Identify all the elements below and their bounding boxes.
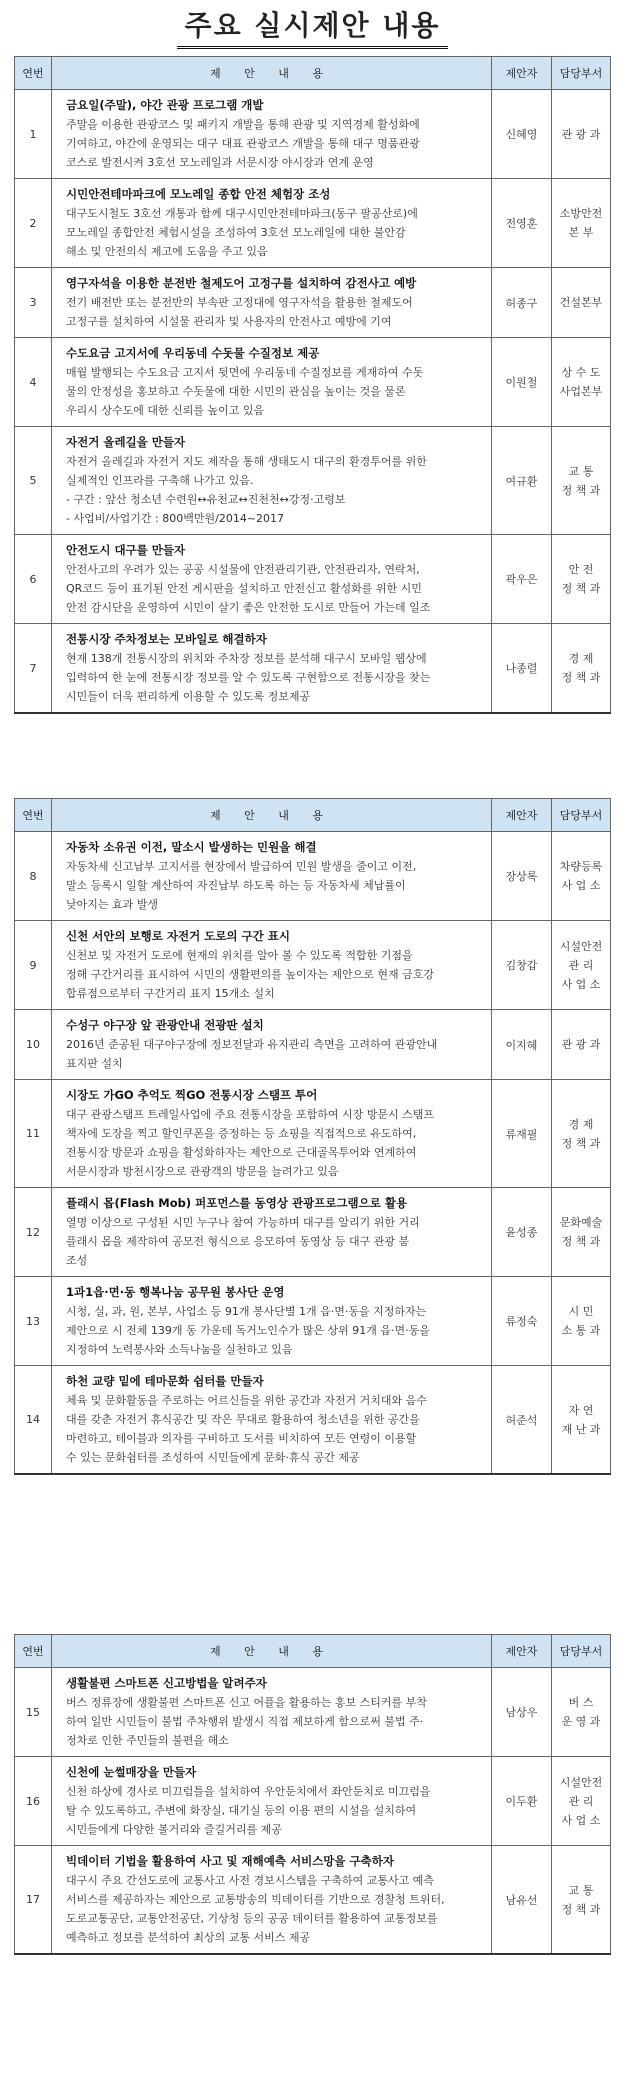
proposal-content — [52, 1080, 492, 1188]
department — [552, 1010, 611, 1080]
department-line: 관 광 과 — [561, 1038, 601, 1051]
department-line: 사 업 소 — [561, 977, 601, 991]
department-line: 교 통 — [568, 464, 594, 478]
proposer-name: 장상록 — [492, 832, 552, 921]
proposal-body-line: 자동차세 신고납부 고지서를 현장에서 발급하여 민원 발생을 줄이고 이전, — [66, 860, 417, 873]
table-row — [15, 832, 611, 921]
row-number: 9 — [15, 921, 52, 1010]
department-line: 본 부 — [568, 226, 594, 239]
header-dept: 담당부서 — [552, 57, 611, 90]
department-line: 시설안전 — [559, 939, 603, 953]
proposer-name: 남유선 — [492, 1846, 552, 1955]
proposal-content — [52, 1010, 492, 1080]
proposal-title: 안전도시 대구를 만들자 — [66, 543, 186, 557]
proposal-body-line: 안전사고의 우려가 있는 공공 시설물에 안전관리기관, 안전관리자, 연락처, — [66, 563, 420, 576]
table-row — [15, 1188, 611, 1277]
department-line: 관 광 과 — [561, 127, 601, 141]
proposal-body-line: 마련하고, 테이블과 의자를 구비하고 도서를 비치하여 모든 연령이 이용할 — [66, 1432, 417, 1445]
proposal-body-line: 대구도시철도 3호선 개통과 함께 대구시민안전테마파크(동구 팔공산로)에 — [66, 207, 418, 220]
proposal-body-line: 매월 발행되는 수도요금 고지서 뒷면에 우리동네 수질정보를 게재하여 수돗 — [66, 366, 424, 379]
proposer-name: 류정숙 — [492, 1277, 552, 1366]
proposal-title: 시민안전테마파크에 모노레일 종합 안전 체험장 조성 — [66, 187, 331, 201]
header-content: 제 안 내 용 — [52, 1635, 492, 1668]
department-line: 관 리 — [568, 958, 594, 972]
row-number: 1 — [15, 90, 52, 179]
department — [552, 1277, 611, 1366]
proposal-body-line: 낮아지는 효과 발생 — [66, 898, 159, 911]
table-row — [15, 1366, 611, 1475]
header-content: 제 안 내 용 — [52, 57, 492, 90]
proposal-title: 시장도 가GO 추억도 찍GO 전통시장 스탬프 투어 — [66, 1088, 318, 1102]
department — [552, 338, 611, 427]
row-number: 13 — [15, 1277, 52, 1366]
proposal-body-line: 대구 관광스탬프 트레일사업에 주요 전통시장을 포함하여 시장 방문시 스탬프 — [66, 1108, 435, 1121]
proposal-table-1 — [14, 56, 611, 714]
header-no: 연번 — [15, 57, 52, 90]
table-row — [15, 921, 611, 1010]
proposer-name: 윤성종 — [492, 1188, 552, 1277]
department-line: 시 민 — [568, 1305, 594, 1318]
proposer-name: 류재필 — [492, 1080, 552, 1188]
department-line: 정 책 과 — [561, 1902, 601, 1916]
page-title: 주요 실시제안 내용 — [177, 4, 449, 49]
department — [552, 1846, 611, 1955]
proposal-title: 자전거 올레길을 만들자 — [66, 435, 186, 449]
table-header-row — [15, 57, 611, 90]
department-line: 경 제 — [568, 652, 594, 665]
proposer-name: 전영훈 — [492, 179, 552, 268]
proposal-body-line: 대를 갖춘 자전거 휴식공간 및 작은 무대로 활용하여 청소년을 위한 공간을 — [66, 1413, 420, 1426]
table-row — [15, 179, 611, 268]
department — [552, 1080, 611, 1188]
department-line: 소 통 과 — [561, 1324, 601, 1337]
row-number: 4 — [15, 338, 52, 427]
proposal-content — [52, 1668, 492, 1757]
proposal-body-line: 열명 이상으로 구성된 시민 누구나 참여 가능하며 대구를 알리기 위한 거리 — [66, 1216, 420, 1229]
proposal-body-line: 해소 및 안전의식 제고에 도움을 주고 있음 — [66, 245, 268, 258]
table-row — [15, 427, 611, 535]
header-no: 연번 — [15, 1635, 52, 1668]
department-line: 정 책 과 — [561, 1136, 601, 1150]
proposal-content — [52, 1366, 492, 1475]
department — [552, 427, 611, 535]
proposal-body-line: 버스 정류장에 생활불편 스마트폰 신고 어플을 활용하는 홍보 스티커를 부착 — [66, 1696, 427, 1709]
proposal-body-line: 서문시장과 방천시장으로 관광객의 방문을 늘려가고 있음 — [66, 1165, 339, 1178]
proposal-title: 수도요금 고지서에 우리동네 수돗물 수질정보 제공 — [66, 346, 320, 360]
proposal-body-line: - 구간 : 앞산 청소년 수련원↔유천교↔진천천↔강정·고령보 — [66, 493, 346, 506]
proposal-content — [52, 832, 492, 921]
proposal-body-line: 말소 등록시 일할 계산하여 자진납부 하도록 하는 등 자동차세 체납률이 — [66, 879, 406, 892]
department-line: 사 업 소 — [561, 1813, 601, 1827]
department — [552, 1757, 611, 1846]
department-line: 경 제 — [568, 1117, 594, 1131]
department-line: 차량등록 — [559, 860, 603, 873]
proposal-body-line: - 사업비/사업기간 : 800백만원/2014~2017 — [66, 512, 285, 525]
row-number: 7 — [15, 624, 52, 714]
proposal-body-line: 시민들에게 다양한 볼거리와 즐길거리를 제공 — [66, 1823, 282, 1836]
table-row — [15, 1757, 611, 1846]
proposal-body-line: 도로교통공단, 교통안전공단, 기상청 등의 공공 데이터를 활용하여 교통정보를 — [66, 1912, 438, 1925]
proposal-content — [52, 90, 492, 179]
department-line: 소방안전 — [559, 207, 603, 220]
department-line: 건설본부 — [559, 296, 603, 309]
department-line: 시설안전 — [559, 1775, 603, 1789]
department-line: 정 책 과 — [561, 1235, 601, 1248]
department — [552, 268, 611, 338]
proposal-title: 영구자석을 이용한 분전반 철제도어 고정구를 설치하여 감전사고 예방 — [66, 276, 417, 290]
proposal-body-line: 모노레일 종합안전 체험시설을 조성하여 3호선 모노레일에 대한 불안감 — [66, 226, 406, 239]
row-number: 14 — [15, 1366, 52, 1475]
proposal-body-line: 지정하여 노력봉사와 소득나눔을 실천하고 있음 — [66, 1343, 293, 1356]
proposal-body-line: 전기 배전반 또는 분전반의 부속판 고정대에 영구자석을 활용한 철제도어 — [66, 296, 413, 309]
proposal-body-line: 대구시 주요 간선도로에 교통사고 사전 경보시스템을 구축하여 교통사고 예측 — [66, 1874, 435, 1887]
proposal-content — [52, 1188, 492, 1277]
proposal-body-line: 정해 구간거리를 표시하여 시민의 생활편의를 높이자는 제안으로 현재 금호강 — [66, 968, 435, 981]
department — [552, 921, 611, 1010]
proposal-body-line: 주말을 이용한 관광코스 및 패키지 개발을 통해 관광 및 지역경제 활성화에 — [66, 118, 420, 131]
proposal-body-line: 신천 하상에 경사로 미끄럼틀을 설치하여 우안둔치에서 좌안둔치로 미끄럼을 — [66, 1785, 431, 1798]
proposal-body-line: 합류점으로부터 구간거리 표지 15개소 설치 — [66, 987, 275, 1000]
header-no: 연번 — [15, 799, 52, 832]
proposal-body-line: 플래시 몹을 제작하여 공모전 형식으로 응모하여 동영상 등 대구 관광 붐 — [66, 1235, 410, 1248]
header-author: 제안자 — [492, 1635, 552, 1668]
table-row — [15, 624, 611, 714]
proposer-name: 이지혜 — [492, 1010, 552, 1080]
department-line: 정 책 과 — [561, 671, 601, 684]
proposer-name: 신혜영 — [492, 90, 552, 179]
table-header-row — [15, 1635, 611, 1668]
proposal-content — [52, 921, 492, 1010]
proposal-title: 금요일(주말), 야간 관광 프로그램 개발 — [66, 98, 264, 112]
header-author: 제안자 — [492, 799, 552, 832]
proposal-body-line: 체육 및 문화활동을 주로하는 어르신들을 위한 공간과 자전거 거치대와 음수 — [66, 1394, 427, 1407]
proposal-content — [52, 624, 492, 714]
header-dept: 담당부서 — [552, 799, 611, 832]
proposal-body-line: 하여 일반 시민들이 불법 주차행위 발생시 직접 제보하게 함으로써 불법 주· — [66, 1715, 424, 1728]
row-number: 10 — [15, 1010, 52, 1080]
department — [552, 90, 611, 179]
department-line: 자 연 — [568, 1403, 594, 1417]
proposal-title: 생활불편 스마트폰 신고방법을 알려주자 — [66, 1676, 267, 1690]
proposal-title: 하천 교량 밑에 테마문화 쉼터를 만들자 — [66, 1374, 264, 1388]
department — [552, 1668, 611, 1757]
row-number: 15 — [15, 1668, 52, 1757]
proposal-title: 자동차 소유권 이전, 말소시 발생하는 민원을 해결 — [66, 840, 317, 854]
department — [552, 179, 611, 268]
table-row — [15, 90, 611, 179]
table-row — [15, 338, 611, 427]
department-line: 재 난 과 — [561, 1422, 601, 1436]
row-number: 6 — [15, 535, 52, 624]
proposal-body-line: 책자에 도장을 찍고 할인쿠폰을 증정하는 등 쇼핑을 직접적으로 유도하여, — [66, 1127, 417, 1140]
proposal-body-line: 수 있는 문화쉼터를 조성하여 시민들에게 문화·휴식 공간 제공 — [66, 1451, 360, 1464]
proposal-body-line: 자전거 올레길과 자전거 지도 제작을 통해 생태도시 대구의 환경투어를 위한 — [66, 455, 427, 468]
proposal-body-line: 시민들이 더욱 편리하게 이용할 수 있도록 정보제공 — [66, 690, 311, 703]
proposal-content — [52, 1846, 492, 1955]
table-row — [15, 268, 611, 338]
row-number: 2 — [15, 179, 52, 268]
proposal-body-line: 제안으로 시 전체 139개 동 가운데 독거노인수가 많은 상위 91개 읍·면·동을 — [66, 1324, 430, 1337]
proposal-body-line: 안전 감시단을 운영하여 시민이 살기 좋은 안전한 도시로 만들어 가는데 일조 — [66, 601, 431, 614]
proposer-name: 허준석 — [492, 1366, 552, 1475]
department — [552, 624, 611, 714]
department-line: 버 스 — [568, 1696, 594, 1709]
row-number: 16 — [15, 1757, 52, 1846]
proposer-name: 이원철 — [492, 338, 552, 427]
table-row — [15, 1668, 611, 1757]
proposer-name: 이두환 — [492, 1757, 552, 1846]
row-number: 11 — [15, 1080, 52, 1188]
proposal-body-line: 신천보 및 자전거 도로에 현재의 위치를 알아 볼 수 있도록 적합한 기점을 — [66, 949, 413, 962]
proposal-body-line: 코스로 발전시켜 3호선 모노레일과 서문시장 야시장과 연계 운영 — [66, 156, 374, 169]
proposal-content — [52, 1757, 492, 1846]
proposer-name: 허종구 — [492, 268, 552, 338]
proposal-body-line: 전통시장 방문과 쇼핑을 활성화하자는 제안으로 근대골목투어와 연계하여 — [66, 1146, 417, 1159]
proposal-title: 수성구 야구장 앞 관광안내 전광판 설치 — [66, 1018, 264, 1032]
department-line: 정 책 과 — [561, 483, 601, 497]
proposal-body-line: 정차로 인한 주민들의 불편을 해소 — [66, 1734, 229, 1747]
proposal-title: 1과1읍·면·동 행복나눔 공무원 봉사단 운영 — [66, 1285, 285, 1299]
department-line: 상 수 도 — [561, 366, 601, 379]
department-line: 사 업 소 — [561, 879, 601, 892]
row-number: 3 — [15, 268, 52, 338]
proposal-table-3 — [14, 1634, 611, 1955]
proposal-content — [52, 338, 492, 427]
proposal-title: 신천에 눈썰매장을 만들자 — [66, 1765, 197, 1779]
department-line: 관 리 — [568, 1794, 594, 1808]
table-row — [15, 1846, 611, 1955]
proposal-content — [52, 268, 492, 338]
header-dept: 담당부서 — [552, 1635, 611, 1668]
department — [552, 832, 611, 921]
page-title-wrap — [0, 4, 625, 49]
proposer-name: 곽우은 — [492, 535, 552, 624]
proposal-content — [52, 179, 492, 268]
department-line: 사업본부 — [559, 385, 603, 398]
proposal-title: 플래시 몹(Flash Mob) 퍼포먼스를 동영상 관광프로그램으로 활용 — [66, 1196, 408, 1210]
proposal-body-line: 현재 138개 전통시장의 위치와 주차장 정보를 분석해 대구시 모바일 웹상에 — [66, 652, 427, 665]
proposer-name: 남상우 — [492, 1668, 552, 1757]
proposal-body-line: 우리시 상수도에 대한 신뢰를 높이고 있음 — [66, 404, 265, 417]
proposal-body-line: 예측하고 정보를 분석하여 최상의 교통 서비스 제공 — [66, 1931, 311, 1944]
proposal-body-line: 서비스를 제공하자는 제안으로 교통방송의 빅데이터를 기반으로 경찰청 트위터, — [66, 1893, 445, 1906]
proposal-title: 빅데이터 기법을 활용하여 사고 및 재해예측 서비스망을 구축하자 — [66, 1854, 394, 1868]
proposer-name: 김창갑 — [492, 921, 552, 1010]
proposal-body-line: 고정구를 설치하여 시설물 관리자 및 사용자의 안전사고 예방에 기여 — [66, 315, 392, 328]
proposal-body-line: 시청, 실, 과, 원, 본부, 사업소 등 91개 봉사단별 1개 읍·면·동을 지정하자는 — [66, 1305, 427, 1318]
proposer-name: 나종렬 — [492, 624, 552, 714]
department-line: 정 책 과 — [561, 582, 601, 595]
proposal-body-line: 2016년 준공된 대구야구장에 정보전달과 유지관리 측면을 고려하여 관광안내 — [66, 1038, 438, 1051]
department-line: 문화예술 — [559, 1216, 603, 1229]
proposal-content — [52, 1277, 492, 1366]
proposal-content — [52, 427, 492, 535]
proposal-body-line: 기여하고, 야간에 운영되는 대구 대표 관광코스 개발을 통해 대구 명품관광 — [66, 137, 420, 150]
proposal-body-line: 물의 안정성을 홍보하고 수돗물에 대한 시민의 관심을 높이는 것을 물론 — [66, 385, 406, 398]
header-author: 제안자 — [492, 57, 552, 90]
department-line: 안 전 — [568, 563, 594, 576]
table-header-row — [15, 799, 611, 832]
proposal-body-line: QR코드 등이 표기된 안전 게시판을 설치하고 안전신고 활성화를 위한 시민 — [66, 582, 422, 595]
table-row — [15, 1277, 611, 1366]
department — [552, 1188, 611, 1277]
proposal-body-line: 표지판 설치 — [66, 1057, 123, 1070]
row-number: 5 — [15, 427, 52, 535]
table-row — [15, 1010, 611, 1080]
department-line: 교 통 — [568, 1883, 594, 1897]
table-row — [15, 535, 611, 624]
proposal-content — [52, 535, 492, 624]
row-number: 12 — [15, 1188, 52, 1277]
proposal-title: 신천 서안의 보행로 자전거 도로의 구간 표시 — [66, 929, 290, 943]
row-number: 17 — [15, 1846, 52, 1955]
table-row — [15, 1080, 611, 1188]
proposal-table-2 — [14, 798, 611, 1475]
department — [552, 1366, 611, 1475]
proposal-title: 전통시장 주차정보는 모바일로 해결하자 — [66, 632, 267, 646]
proposal-body-line: 탈 수 있도록하고, 주변에 화장실, 대기실 등의 이용 편의 시설을 설치하여 — [66, 1804, 417, 1817]
proposal-body-line: 입력하여 한 눈에 전통시장 정보를 알 수 있도록 구현함으로 전통시장을 찾는 — [66, 671, 431, 684]
proposer-name: 여규환 — [492, 427, 552, 535]
department — [552, 535, 611, 624]
department-line: 운 영 과 — [561, 1715, 601, 1728]
proposal-body-line: 조성 — [66, 1254, 88, 1267]
proposal-body-line: 실제적인 인프라를 구축해 나가고 있음. — [66, 474, 254, 487]
header-content: 제 안 내 용 — [52, 799, 492, 832]
row-number: 8 — [15, 832, 52, 921]
